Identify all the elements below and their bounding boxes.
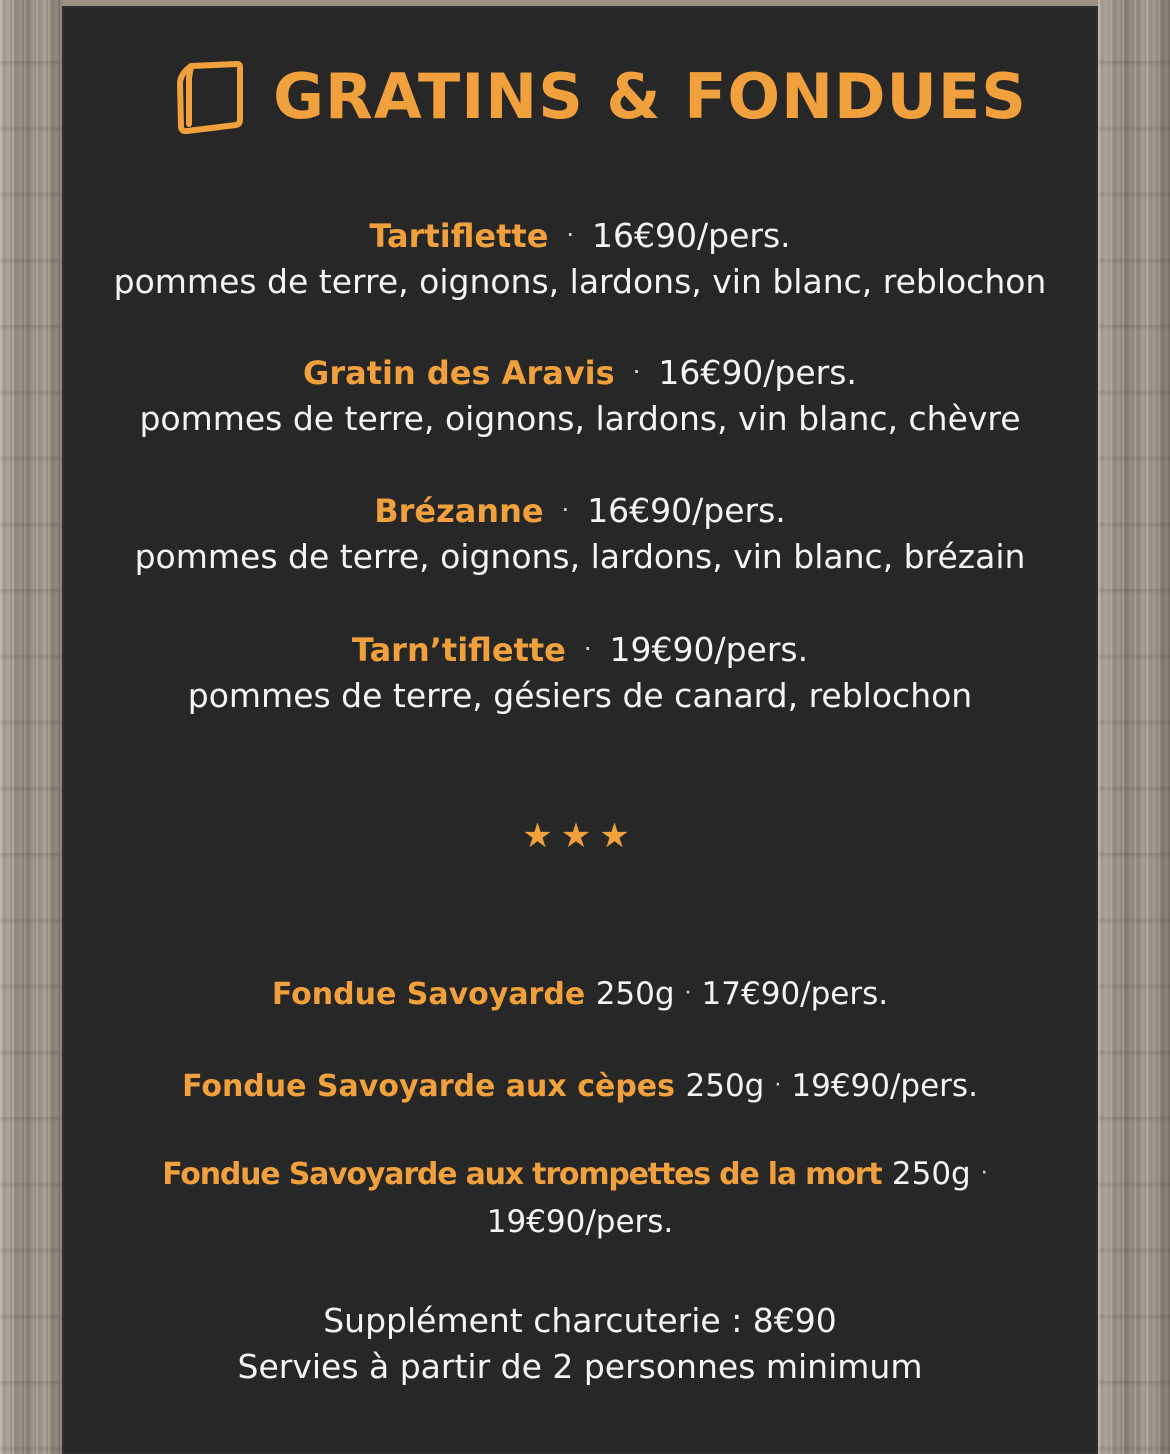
fondue-name: Fondue Savoyarde bbox=[271, 977, 586, 1012]
dish-ingredients: pommes de terre, gésiers de canard, reblochon bbox=[187, 676, 973, 715]
fondue-item bbox=[62, 970, 1098, 1018]
separator: · bbox=[632, 358, 641, 386]
dish-price: 16€90/pers. bbox=[587, 491, 786, 530]
menu-item bbox=[62, 349, 1098, 442]
separator: · bbox=[774, 1073, 782, 1098]
menu-item bbox=[62, 487, 1098, 580]
minimum-note: Servies à partir de 2 personnes minimum bbox=[237, 1347, 923, 1386]
fondue-item bbox=[62, 1062, 1098, 1110]
stars-divider: ★★★ bbox=[522, 816, 638, 856]
menu-title: GRATINS & FONDUES bbox=[273, 59, 1027, 133]
dish-name: Gratin des Aravis bbox=[303, 354, 615, 392]
wood-frame-right bbox=[1098, 0, 1170, 1454]
cheese-icon bbox=[177, 58, 243, 134]
fondue-weight: 250g bbox=[595, 976, 675, 1012]
menu-item bbox=[62, 212, 1098, 305]
menu-board bbox=[62, 6, 1098, 1454]
menu-item bbox=[62, 626, 1098, 719]
menu-header bbox=[62, 58, 1098, 134]
dish-ingredients: pommes de terre, oignons, lardons, vin blanc, chèvre bbox=[139, 399, 1021, 438]
dish-price: 16€90/pers. bbox=[592, 216, 791, 255]
dish-ingredients: pommes de terre, oignons, lardons, vin blanc, reblochon bbox=[113, 262, 1047, 301]
separator: · bbox=[561, 496, 570, 524]
supplement-note: Supplément charcuterie : 8€90 bbox=[323, 1301, 837, 1340]
dish-name: Brézanne bbox=[374, 492, 544, 530]
dish-name: Tarn’tiflette bbox=[351, 631, 566, 669]
separator: · bbox=[980, 1161, 988, 1186]
separator: · bbox=[583, 635, 592, 663]
separator: · bbox=[566, 221, 575, 249]
wood-frame-left bbox=[0, 0, 62, 1454]
fondue-weight: 250g bbox=[685, 1068, 765, 1104]
dish-price: 16€90/pers. bbox=[658, 353, 857, 392]
dish-name: Tartiflette bbox=[369, 217, 549, 255]
menu-footer bbox=[62, 1298, 1098, 1390]
fondue-price: 19€90/pers. bbox=[486, 1204, 674, 1240]
fondue-name: Fondue Savoyarde aux trompettes de la mort bbox=[162, 1157, 882, 1192]
fondue-name: Fondue Savoyarde aux cèpes bbox=[182, 1069, 676, 1104]
fondue-item bbox=[62, 1150, 1098, 1245]
fondue-price: 17€90/pers. bbox=[701, 976, 889, 1012]
separator: · bbox=[684, 981, 692, 1006]
dish-price: 19€90/pers. bbox=[609, 630, 809, 669]
fondue-price: 19€90/pers. bbox=[791, 1068, 978, 1104]
fondue-weight: 250g bbox=[891, 1156, 971, 1192]
dish-ingredients: pommes de terre, oignons, lardons, vin blanc, brézain bbox=[134, 537, 1026, 576]
